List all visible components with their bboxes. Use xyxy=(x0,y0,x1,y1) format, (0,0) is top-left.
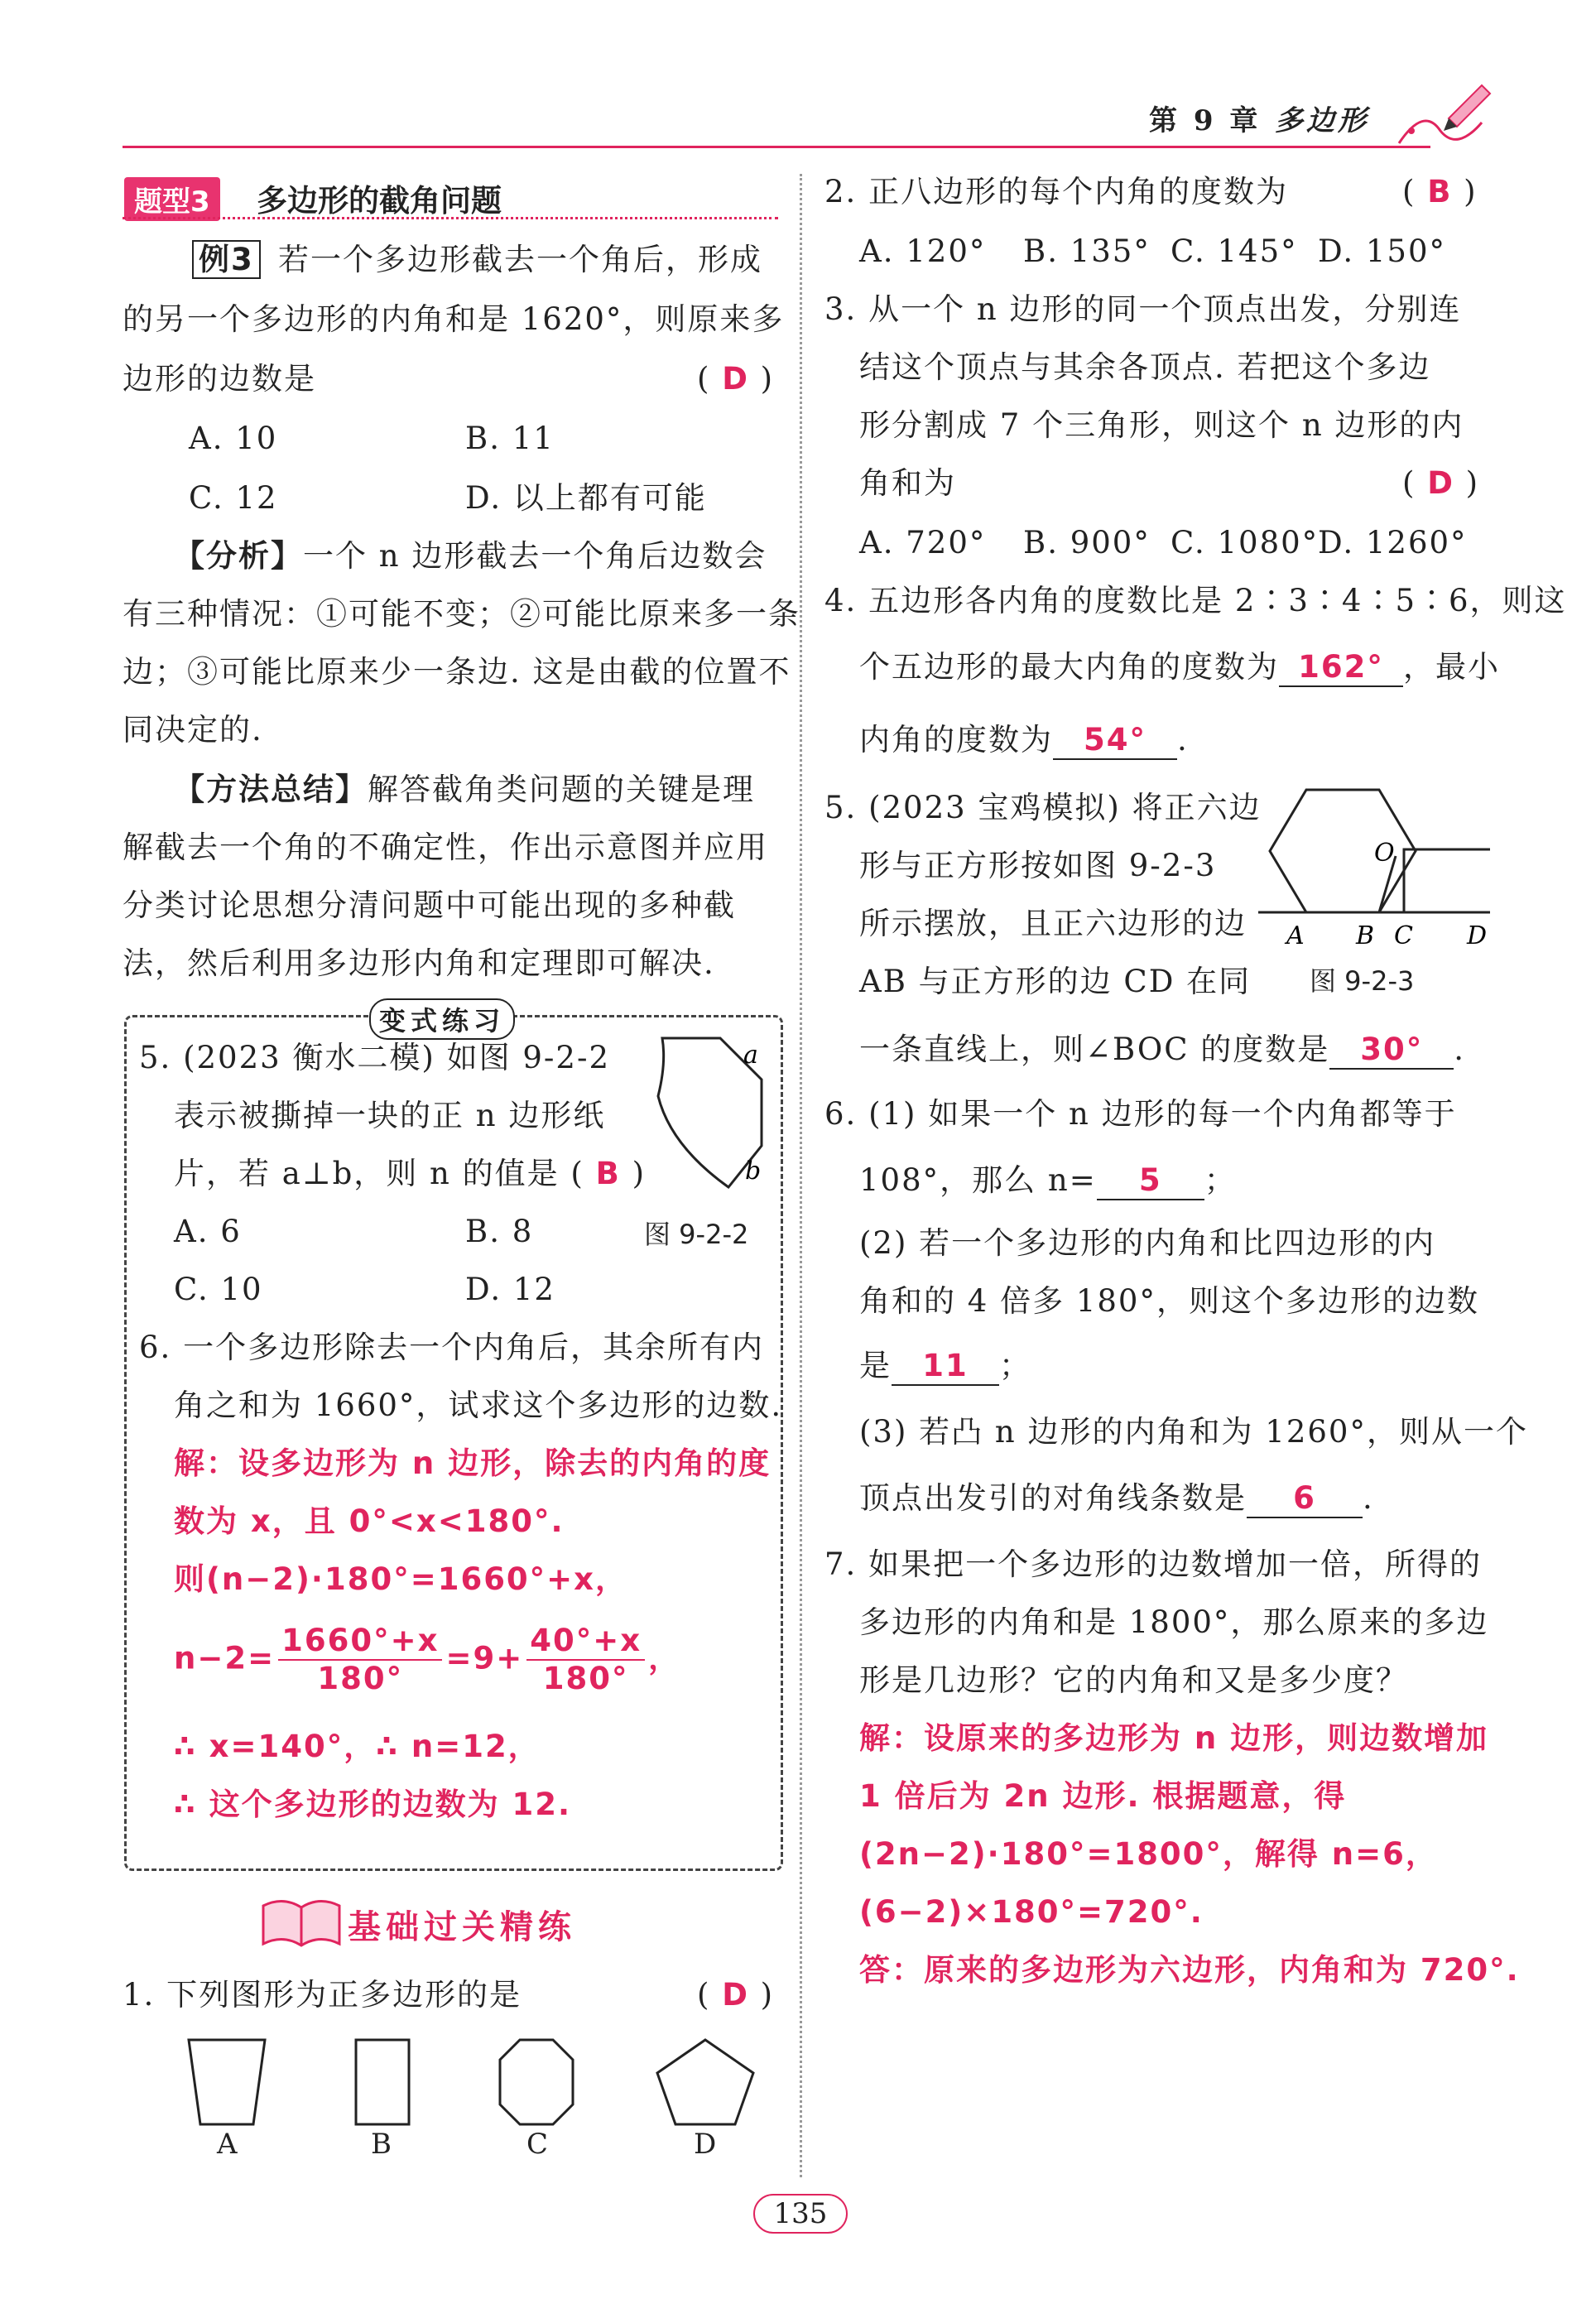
q5-line-4: AB 与正方形的边 CD 在同 xyxy=(859,964,1252,999)
analysis-line-4: 同决定的. xyxy=(123,712,263,748)
q6-line-1: 6. (1) 如果一个 n 边形的每一个内角都等于 xyxy=(824,1096,1457,1132)
q5-blank: 30° xyxy=(1329,1032,1454,1070)
example-option-b: B. 11 xyxy=(465,421,555,456)
method-line-3: 分类讨论思想分清问题中可能出现的多种截 xyxy=(123,887,736,923)
variant-q6-line-2: 角之和为 1660°，试求这个多边形的边数. xyxy=(174,1388,783,1423)
figure-9-2-2-caption: 图 9-2-2 xyxy=(644,1219,749,1250)
variant-solution-6: ∴ 这个多边形的边数为 12. xyxy=(174,1787,572,1822)
shape-pentagon xyxy=(654,2037,757,2128)
figure-label-b: b xyxy=(745,1157,762,1186)
section-title: 多边形的截角问题 xyxy=(257,183,502,219)
variant-q5-option-a: A. 6 xyxy=(174,1214,242,1249)
fig3-label-a: A xyxy=(1286,921,1305,950)
variant-q6-line-1: 6. 一个多边形除去一个内角后，其余所有内 xyxy=(139,1330,765,1365)
shape-rectangle xyxy=(353,2037,412,2128)
example-line-2: 的另一个多边形的内角和是 1620°，则原来多 xyxy=(123,301,785,337)
variant-solution-4: n−2= $\frac{1660^\circ+x}{180^\circ}$ =9+ $\frac{40^\circ+x}{180^\circ}$ ， xyxy=(174,1623,681,1696)
example-line-1: 若一个多边形截去一个角后，形成 xyxy=(278,242,762,277)
chapter-title: 多边形 xyxy=(1275,104,1369,137)
basic-q1: 1. 下列图形为正多边形的是 xyxy=(123,1977,522,2013)
q6-line-3: (2) 若一个多边形的内角和比四边形的内 xyxy=(859,1225,1436,1261)
q7-solution-4: (6−2)×180°=720°. xyxy=(859,1894,1204,1930)
q2-answer: ( B ) xyxy=(1402,174,1478,209)
q4-blank-2: 54° xyxy=(1053,722,1177,760)
q6-blank-3: 6 xyxy=(1247,1480,1363,1518)
variant-q5-option-d: D. 12 xyxy=(465,1272,555,1307)
q7-solution-2: 1 倍后为 2n 边形. 根据题意，得 xyxy=(859,1778,1347,1814)
q3-option-a: A. 720° xyxy=(859,525,987,560)
variant-q5-option-c: C. 10 xyxy=(174,1272,263,1307)
shape-octagon xyxy=(497,2037,576,2128)
shape-label-c: C xyxy=(526,2128,549,2161)
example-option-d: D. 以上都有可能 xyxy=(465,480,707,516)
q3-line-4: 角和为 xyxy=(859,465,956,501)
q5-line-3: 所示摆放，且正六边形的边 xyxy=(859,906,1247,941)
method-line-2: 解截去一个角的不确定性，作出示意图并应用 xyxy=(123,830,768,865)
q7-line-3: 形是几边形？它的内角和又是多少度？ xyxy=(859,1662,1408,1698)
basic-title: 基础过关精练 xyxy=(348,1908,576,1946)
method-line-4: 法，然后利用多边形内角和定理即可解决. xyxy=(123,945,715,981)
q7-line-1: 7. 如果把一个多边形的边数增加一倍，所得的 xyxy=(824,1546,1483,1582)
pencil-decoration-icon xyxy=(1391,73,1498,156)
example-option-c: C. 12 xyxy=(189,480,278,516)
q3-line-3: 形分割成 7 个三角形，则这个 n 边形的内 xyxy=(859,407,1464,443)
analysis-line-1: 【分析】一个 n 边形截去一个角后边数会 xyxy=(174,537,767,574)
variant-q5-line-3: 片，若 a⊥b，则 n 的值是 ( B ) xyxy=(174,1156,647,1191)
q3-option-d: D. 1260° xyxy=(1318,525,1468,560)
shape-trapezoid xyxy=(185,2037,268,2128)
q6-line-4: 角和的 4 倍多 180°，则这个多边形的边数 xyxy=(859,1283,1479,1319)
example-option-a: A. 10 xyxy=(189,421,278,456)
q6-line-6: (3) 若凸 n 边形的内角和为 1260°，则从一个 xyxy=(859,1414,1528,1450)
shape-label-d: D xyxy=(694,2128,717,2161)
q6-blank-1: 5 xyxy=(1097,1162,1204,1200)
q3-option-c: C. 1080° xyxy=(1171,525,1320,560)
q3-option-b: B. 900° xyxy=(1023,525,1151,560)
fig3-label-c: C xyxy=(1394,921,1413,950)
q3-line-1: 3. 从一个 n 边形的同一个顶点出发，分别连 xyxy=(824,291,1462,327)
variant-q5-line-2: 表示被撕掉一块的正 n 边形纸 xyxy=(174,1098,606,1133)
q3-answer: ( D ) xyxy=(1402,465,1480,501)
variant-title: 变式练习 xyxy=(369,998,515,1040)
column-divider xyxy=(800,174,802,2177)
q6-line-7: 顶点出发引的对角线条数是 6 . xyxy=(859,1469,1374,1527)
q5-line-5: 一条直线上，则∠BOC 的度数是 30° . xyxy=(859,1020,1465,1079)
fig3-label-b: B xyxy=(1356,921,1375,950)
q2-option-c: C. 145° xyxy=(1171,233,1298,269)
q5-line-1: 5. (2023 宝鸡模拟) 将正六边 xyxy=(824,790,1262,825)
figure-9-2-3-caption: 图 9-2-3 xyxy=(1310,965,1415,997)
q6-line-5: 是 11 ； xyxy=(859,1336,1031,1395)
q4-blank-1: 162° xyxy=(1279,649,1403,687)
q2-option-d: D. 150° xyxy=(1318,233,1446,269)
shape-label-b: B xyxy=(371,2128,392,2161)
variant-solution-5: ∴ x=140°，∴ n=12， xyxy=(174,1729,541,1764)
example-line-3: 边形的边数是 xyxy=(123,361,316,397)
q6-blank-2: 11 xyxy=(892,1348,999,1386)
page-number: 135 xyxy=(753,2194,848,2234)
section-dotted-rule xyxy=(123,217,778,219)
q2-option-b: B. 135° xyxy=(1023,233,1151,269)
q7-solution-5: 答：原来的多边形为六边形，内角和为 720°. xyxy=(859,1952,1520,1988)
shape-label-a: A xyxy=(217,2128,238,2161)
header-rule xyxy=(123,146,1430,148)
variant-solution-2: 数为 x，且 0°<x<180°. xyxy=(174,1503,565,1539)
fig3-label-o: O xyxy=(1374,839,1395,868)
q4-line-2: 个五边形的最大内角的度数为 162° ，最小 xyxy=(859,637,1500,696)
section-badge: 题型3 xyxy=(124,177,220,221)
q7-solution-3: (2n−2)·180°=1800°，解得 n=6， xyxy=(859,1836,1438,1872)
q7-solution-1: 解：设原来的多边形为 n 边形，则边数增加 xyxy=(859,1720,1489,1756)
variant-q5-line-1: 5. (2023 衡水二模) 如图 9-2-2 xyxy=(139,1040,611,1075)
variant-q5-option-b: B. 8 xyxy=(465,1214,534,1249)
q4-line-1: 4. 五边形各内角的度数比是 2∶3∶4∶5∶6，则这 xyxy=(824,583,1567,618)
figure-9-2-2 xyxy=(637,1030,778,1195)
basic-q1-answer: ( D ) xyxy=(697,1977,775,2013)
q2-option-a: A. 120° xyxy=(859,233,987,269)
analysis-line-3: 边；③可能比原来少一条边. 这是由截的位置不 xyxy=(123,654,791,690)
chapter-label: 第 9 章 xyxy=(1149,104,1262,137)
variant-solution-1: 解：设多边形为 n 边形，除去的内角的度 xyxy=(174,1445,772,1481)
figure-9-2-3 xyxy=(1258,786,1490,952)
q4-line-3: 内角的度数为 54° . xyxy=(859,710,1189,769)
q6-line-2: 108°，那么 n= 5 ； xyxy=(859,1151,1237,1210)
example-answer: ( D ) xyxy=(697,361,775,397)
book-icon xyxy=(258,1891,344,1950)
example-tag: 例3 xyxy=(192,230,261,289)
figure-label-a: a xyxy=(743,1041,758,1070)
q5-line-2: 形与正方形按如图 9-2-3 xyxy=(859,848,1217,883)
method-line-1: 【方法总结】解答截角类问题的关键是理 xyxy=(174,771,755,807)
q3-line-2: 结这个顶点与其余各顶点. 若把这个多边 xyxy=(859,349,1431,385)
analysis-line-2: 有三种情况：①可能不变；②可能比原来多一条 xyxy=(123,596,800,632)
q7-line-2: 多边形的内角和是 1800°，那么原来的多边 xyxy=(859,1604,1489,1640)
q2-text: 2. 正八边形的每个内角的度数为 xyxy=(824,174,1289,209)
fig3-label-d: D xyxy=(1467,921,1488,950)
variant-solution-3: 则(n−2)·180°=1660°+x， xyxy=(174,1561,628,1597)
